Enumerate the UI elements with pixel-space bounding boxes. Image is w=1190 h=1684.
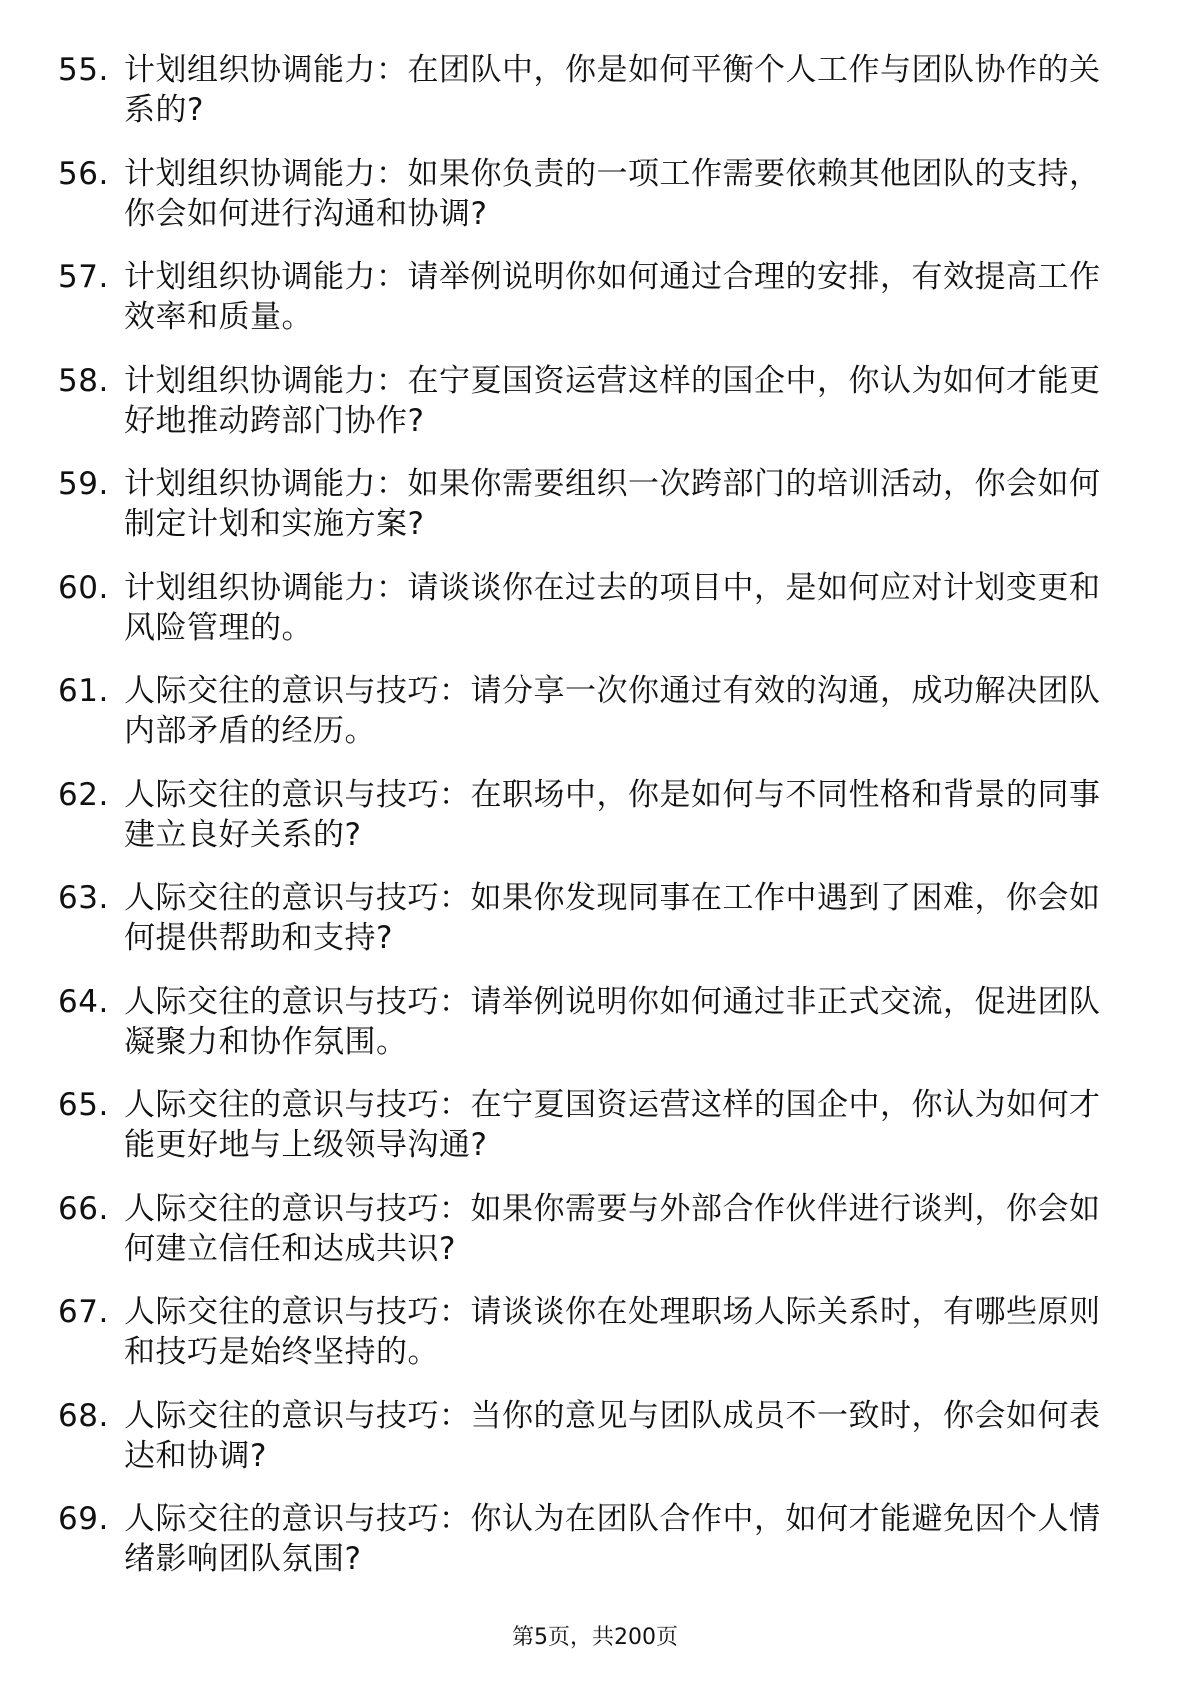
question-text: 人际交往的意识与技巧：在职场中，你是如何与不同性格和背景的同事建立良好关系的? xyxy=(124,776,1101,853)
question-number: 58. xyxy=(58,362,109,399)
question-item-67 xyxy=(58,1292,1148,1396)
question-item-68 xyxy=(58,1396,1148,1500)
question-text: 人际交往的意识与技巧：如果你需要与外部合作伙伴进行谈判，你会如何建立信任和达成共识? xyxy=(124,1190,1101,1267)
question-number: 69. xyxy=(58,1501,109,1537)
question-item-64 xyxy=(58,982,1148,1086)
question-number: 68. xyxy=(58,1397,109,1434)
question-item-63 xyxy=(58,878,1148,982)
question-number: 60. xyxy=(58,569,109,606)
question-text: 人际交往的意识与技巧：请分享一次你通过有效的沟通，成功解决团队内部矛盾的经历。 xyxy=(124,673,1101,749)
question-number: 64. xyxy=(58,983,109,1020)
page-footer xyxy=(0,1624,1190,1652)
question-number: 57. xyxy=(58,259,109,295)
question-item-61 xyxy=(58,671,1148,775)
question-item-56 xyxy=(58,154,1148,258)
question-item-55 xyxy=(58,50,1148,154)
question-item-57 xyxy=(58,257,1148,361)
question-item-66 xyxy=(58,1189,1148,1293)
question-text: 计划组织协调能力：在宁夏国资运营这样的国企中，你认为如何才能更好地推动跨部门协作? xyxy=(124,362,1101,439)
question-number: 55. xyxy=(58,52,109,88)
question-text: 人际交往的意识与技巧：请举例说明你如何通过非正式交流，促进团队凝聚力和协作氛围。 xyxy=(124,983,1101,1060)
question-text: 计划组织协调能力：请谈谈你在过去的项目中，是如何应对计划变更和风险管理的。 xyxy=(124,569,1101,646)
question-item-69 xyxy=(58,1499,1148,1603)
question-list xyxy=(58,50,1148,1603)
question-item-58 xyxy=(58,361,1148,465)
question-item-60 xyxy=(58,568,1148,672)
question-text: 人际交往的意识与技巧：在宁夏国资运营这样的国企中，你认为如何才能更好地与上级领导沟通? xyxy=(124,1087,1101,1163)
question-text: 人际交往的意识与技巧：当你的意见与团队成员不一致时，你会如何表达和协调? xyxy=(124,1397,1101,1474)
question-text: 计划组织协调能力：如果你负责的一项工作需要依赖其他团队的支持，你会如何进行沟通和协调? xyxy=(124,155,1101,232)
question-number: 56. xyxy=(58,155,109,192)
question-text: 人际交往的意识与技巧：你认为在团队合作中，如何才能避免因个人情绪影响团队氛围? xyxy=(124,1501,1101,1577)
question-text: 人际交往的意识与技巧：如果你发现同事在工作中遇到了困难，你会如何提供帮助和支持? xyxy=(124,880,1101,956)
question-text: 人际交往的意识与技巧：请谈谈你在处理职场人际关系时，有哪些原则和技巧是始终坚持的。 xyxy=(124,1294,1101,1370)
question-text: 计划组织协调能力：如果你需要组织一次跨部门的培训活动，你会如何制定计划和实施方案? xyxy=(124,466,1101,542)
question-item-59 xyxy=(58,464,1148,568)
question-text: 计划组织协调能力：在团队中，你是如何平衡个人工作与团队协作的关系的? xyxy=(124,52,1101,128)
question-number: 61. xyxy=(58,673,109,709)
page-number-label: 第5页，共200页 xyxy=(512,1625,678,1650)
question-text: 计划组织协调能力：请举例说明你如何通过合理的安排，有效提高工作效率和质量。 xyxy=(124,259,1101,335)
question-number: 66. xyxy=(58,1190,109,1227)
question-number: 63. xyxy=(58,880,109,916)
question-item-62 xyxy=(58,775,1148,879)
question-number: 59. xyxy=(58,466,109,502)
question-number: 62. xyxy=(58,776,109,813)
question-number: 67. xyxy=(58,1294,109,1330)
question-item-65 xyxy=(58,1085,1148,1189)
question-number: 65. xyxy=(58,1087,109,1123)
